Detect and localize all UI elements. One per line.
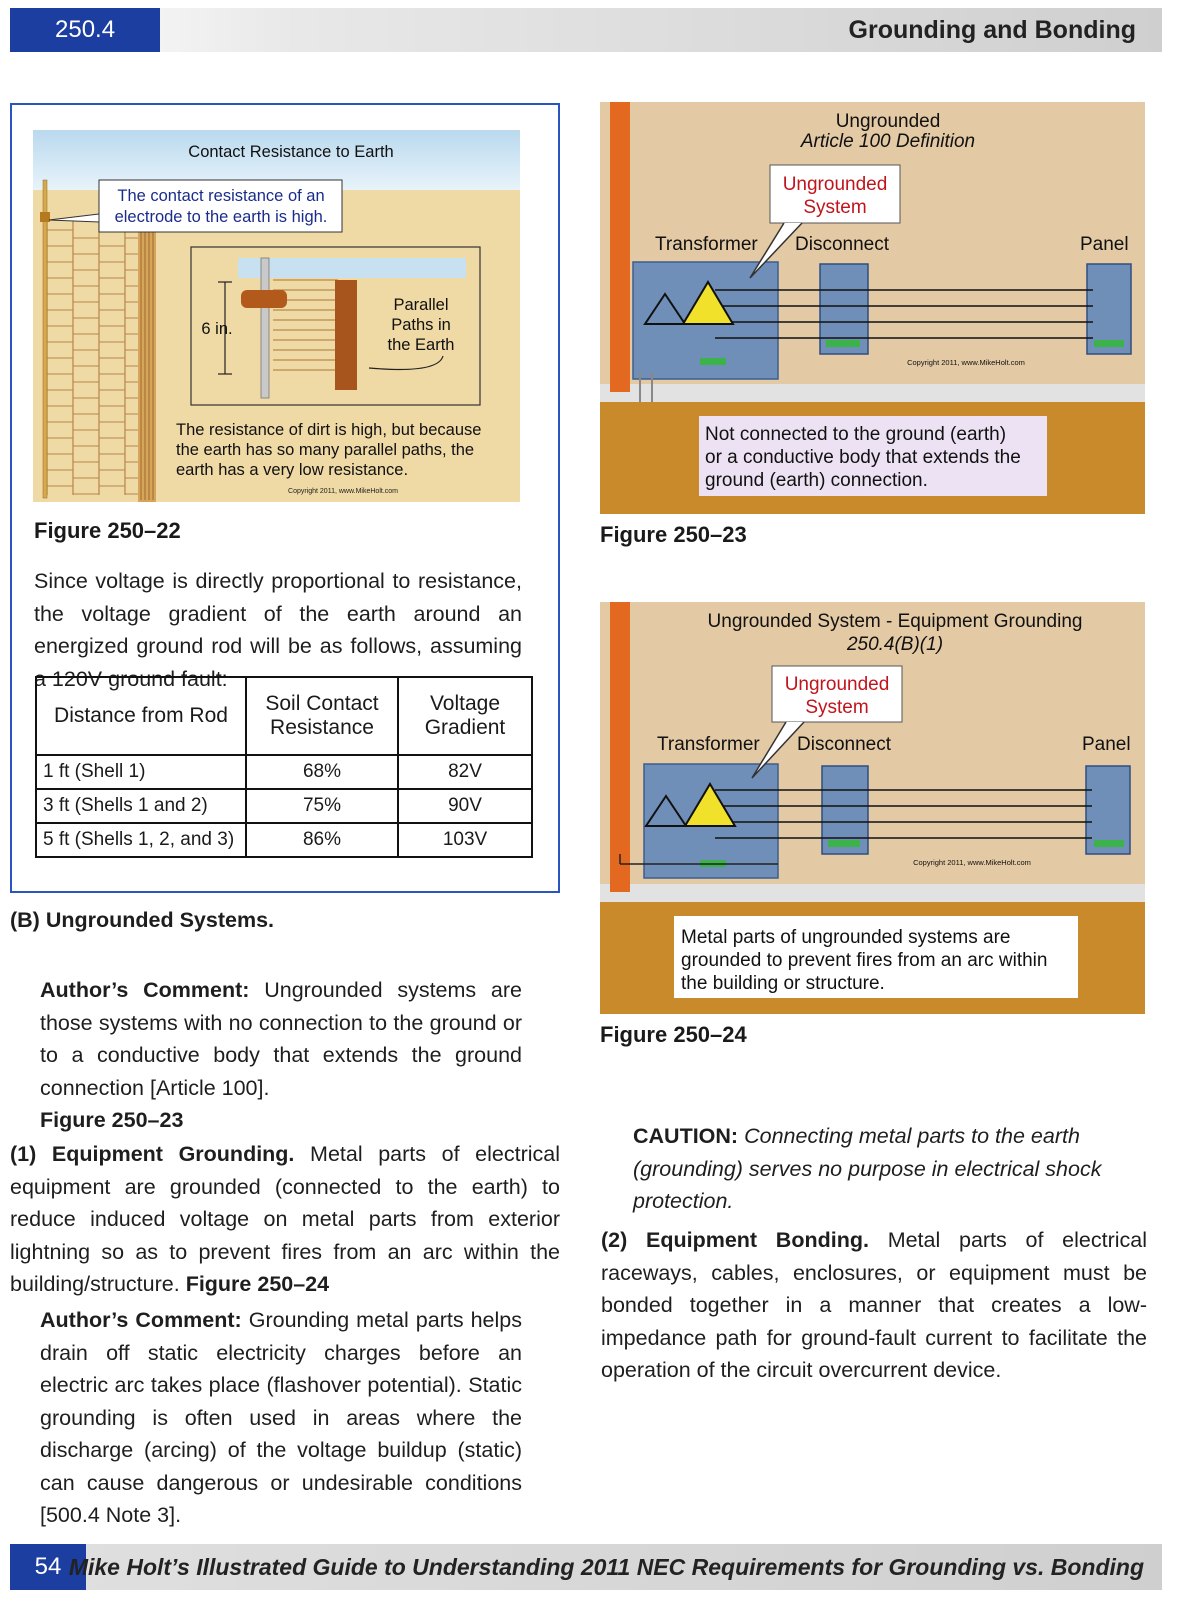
item1-text: Metal parts of electrical equipment are grounded (connected to the earth) to reduce induced voltage on metal parts from exterior lightning so as to prevent fires from an arc within the building/structure. <box>10 1142 560 1296</box>
figure-ref: Figure 250–24 <box>185 1272 330 1296</box>
fig23-panel-label: Panel <box>1080 234 1129 255</box>
item2-text: Metal parts of electrical raceways, cables, enclosures, or equipment must be bonded together in a manner that creates a low-impedance path for ground-fault current to facilitate the operation of the circuit overcurrent device. <box>601 1228 1147 1382</box>
chapter-title: Grounding and Bonding <box>848 16 1136 44</box>
col-header-soil <box>246 677 398 755</box>
table-cell: 82V <box>398 755 532 789</box>
header-text: Distance from Rod <box>54 704 228 727</box>
figure-ref: Figure 250–23 <box>40 1108 184 1132</box>
comment-label: Author’s Comment: <box>40 1308 242 1332</box>
table-row <box>36 789 532 823</box>
fig24-callout-line1: Ungrounded <box>784 674 890 695</box>
fig22-inset-line3: the Earth <box>387 336 455 354</box>
figure-250-24-illustration <box>600 602 1145 1014</box>
section-number: 250.4 <box>10 8 160 52</box>
item1-label: (1) Equipment Grounding. <box>10 1142 295 1166</box>
caution-note <box>633 1120 1141 1218</box>
page-footer <box>10 1544 1162 1590</box>
fig23-disconnect-label: Disconnect <box>795 234 889 255</box>
page-header <box>10 8 1162 52</box>
figure-250-23-caption: Figure 250–23 <box>600 522 747 547</box>
fig23-note-line1: Not connected to the ground (earth) <box>705 424 1007 445</box>
fig24-note-line2: grounded to prevent fires from an arc within <box>681 950 1048 971</box>
col-header-voltage <box>398 677 532 755</box>
comment-label: Author’s Comment: <box>40 978 250 1002</box>
figure-250-22-illustration <box>33 130 520 502</box>
header-text: Resistance <box>270 716 374 739</box>
equipment-bonding-paragraph <box>601 1224 1147 1387</box>
caution-label: CAUTION: <box>633 1124 739 1148</box>
fig22-note-line1: The resistance of dirt is high, but because <box>176 421 482 439</box>
header-text: Soil Contact <box>265 692 379 715</box>
table-row <box>36 755 532 789</box>
book-title: Mike Holt’s Illustrated Guide to Understanding 2011 NEC Requirements for Grounding vs. Bonding <box>68 1554 1144 1580</box>
table-cell: 103V <box>398 823 532 857</box>
fig22-callout-line1: The contact resistance of an <box>117 187 325 205</box>
fig24-callout-line2: System <box>805 697 869 718</box>
table-cell: 90V <box>398 789 532 823</box>
item2-label: (2) Equipment Bonding. <box>601 1228 869 1252</box>
fig22-inset-line2: Paths in <box>391 316 451 334</box>
comment-text: Grounding metal parts helps drain off static electricity charges before an electric arc takes place (flashover potential). Static grounding is often used in areas where the discharge (arcing) of the voltage buildup (static) can cause dangerous or undesirable conditions [500.4 Note 3]. <box>40 1308 522 1527</box>
table-cell: 3 ft (Shells 1 and 2) <box>36 789 246 823</box>
fig22-dimension: 6 in. <box>201 320 233 338</box>
table-header-row <box>36 677 532 755</box>
author-comment-2 <box>40 1304 522 1532</box>
fig24-title: Ungrounded System - Equipment Grounding <box>707 611 1083 632</box>
table-row <box>36 823 532 857</box>
fig23-title: Ungrounded <box>835 111 941 132</box>
fig22-note-line2: the earth has so many parallel paths, the <box>176 441 475 459</box>
col-header-distance <box>36 677 246 755</box>
section-b-heading <box>10 904 274 937</box>
fig22-inset-line1: Parallel <box>393 296 449 314</box>
figure-250-24-caption: Figure 250–24 <box>600 1022 747 1047</box>
fig23-subtitle: Article 100 Definition <box>800 131 976 152</box>
fig22-note-line3: earth has a very low resistance. <box>176 461 409 479</box>
page-number: 54 <box>10 1544 86 1590</box>
fig24-note-line1: Metal parts of ungrounded systems are <box>681 927 1011 948</box>
fig23-callout-line1: Ungrounded <box>782 174 888 195</box>
header-text: Voltage <box>429 692 501 715</box>
fig22-title: Contact Resistance to Earth <box>188 143 394 161</box>
figure-250-22-caption: Figure 250–22 <box>34 518 181 543</box>
equipment-grounding-paragraph <box>10 1138 560 1301</box>
fig23-copyright: Copyright 2011, www.MikeHolt.com <box>907 358 1025 367</box>
caution-text: Connecting metal parts to the earth (grounding) serves no purpose in electrical shock protection. <box>633 1124 1102 1213</box>
fig22-copyright: Copyright 2011, www.MikeHolt.com <box>288 488 398 495</box>
table-cell: 86% <box>246 823 398 857</box>
fig24-subtitle: 250.4(B)(1) <box>846 634 944 655</box>
fig24-transformer-label: Transformer <box>657 734 760 755</box>
section-b-text: (B) Ungrounded Systems. <box>10 908 274 932</box>
fig22-callout-line2: electrode to the earth is high. <box>114 208 328 226</box>
figure-250-23-illustration <box>600 102 1145 514</box>
fig23-callout-line2: System <box>803 197 867 218</box>
table-cell: 5 ft (Shells 1, 2, and 3) <box>36 823 246 857</box>
intro-paragraph: Since voltage is directly proportional to resistance, the voltage gradient of the earth around an energized ground rod will be as follows, assuming a 120V ground fault: <box>34 569 522 691</box>
author-comment-1 <box>40 974 522 1137</box>
fig24-copyright: Copyright 2011, www.MikeHolt.com <box>913 858 1031 867</box>
fig23-note-line2: or a conductive body that extends the <box>705 447 1021 468</box>
fig24-note-line3: the building or structure. <box>681 973 885 994</box>
header-text: Gradient <box>424 716 506 739</box>
fig24-panel-label: Panel <box>1082 734 1131 755</box>
table-cell: 1 ft (Shell 1) <box>36 755 246 789</box>
fig24-disconnect-label: Disconnect <box>797 734 891 755</box>
voltage-gradient-table <box>35 676 533 858</box>
comment-text: Ungrounded systems are those systems with no connection to the ground or to a conductive body that extends the ground connection [Article 100]. <box>40 978 522 1100</box>
table-cell: 75% <box>246 789 398 823</box>
table-cell: 68% <box>246 755 398 789</box>
fig23-note-line3: ground (earth) connection. <box>705 470 928 491</box>
fig23-transformer-label: Transformer <box>655 234 758 255</box>
